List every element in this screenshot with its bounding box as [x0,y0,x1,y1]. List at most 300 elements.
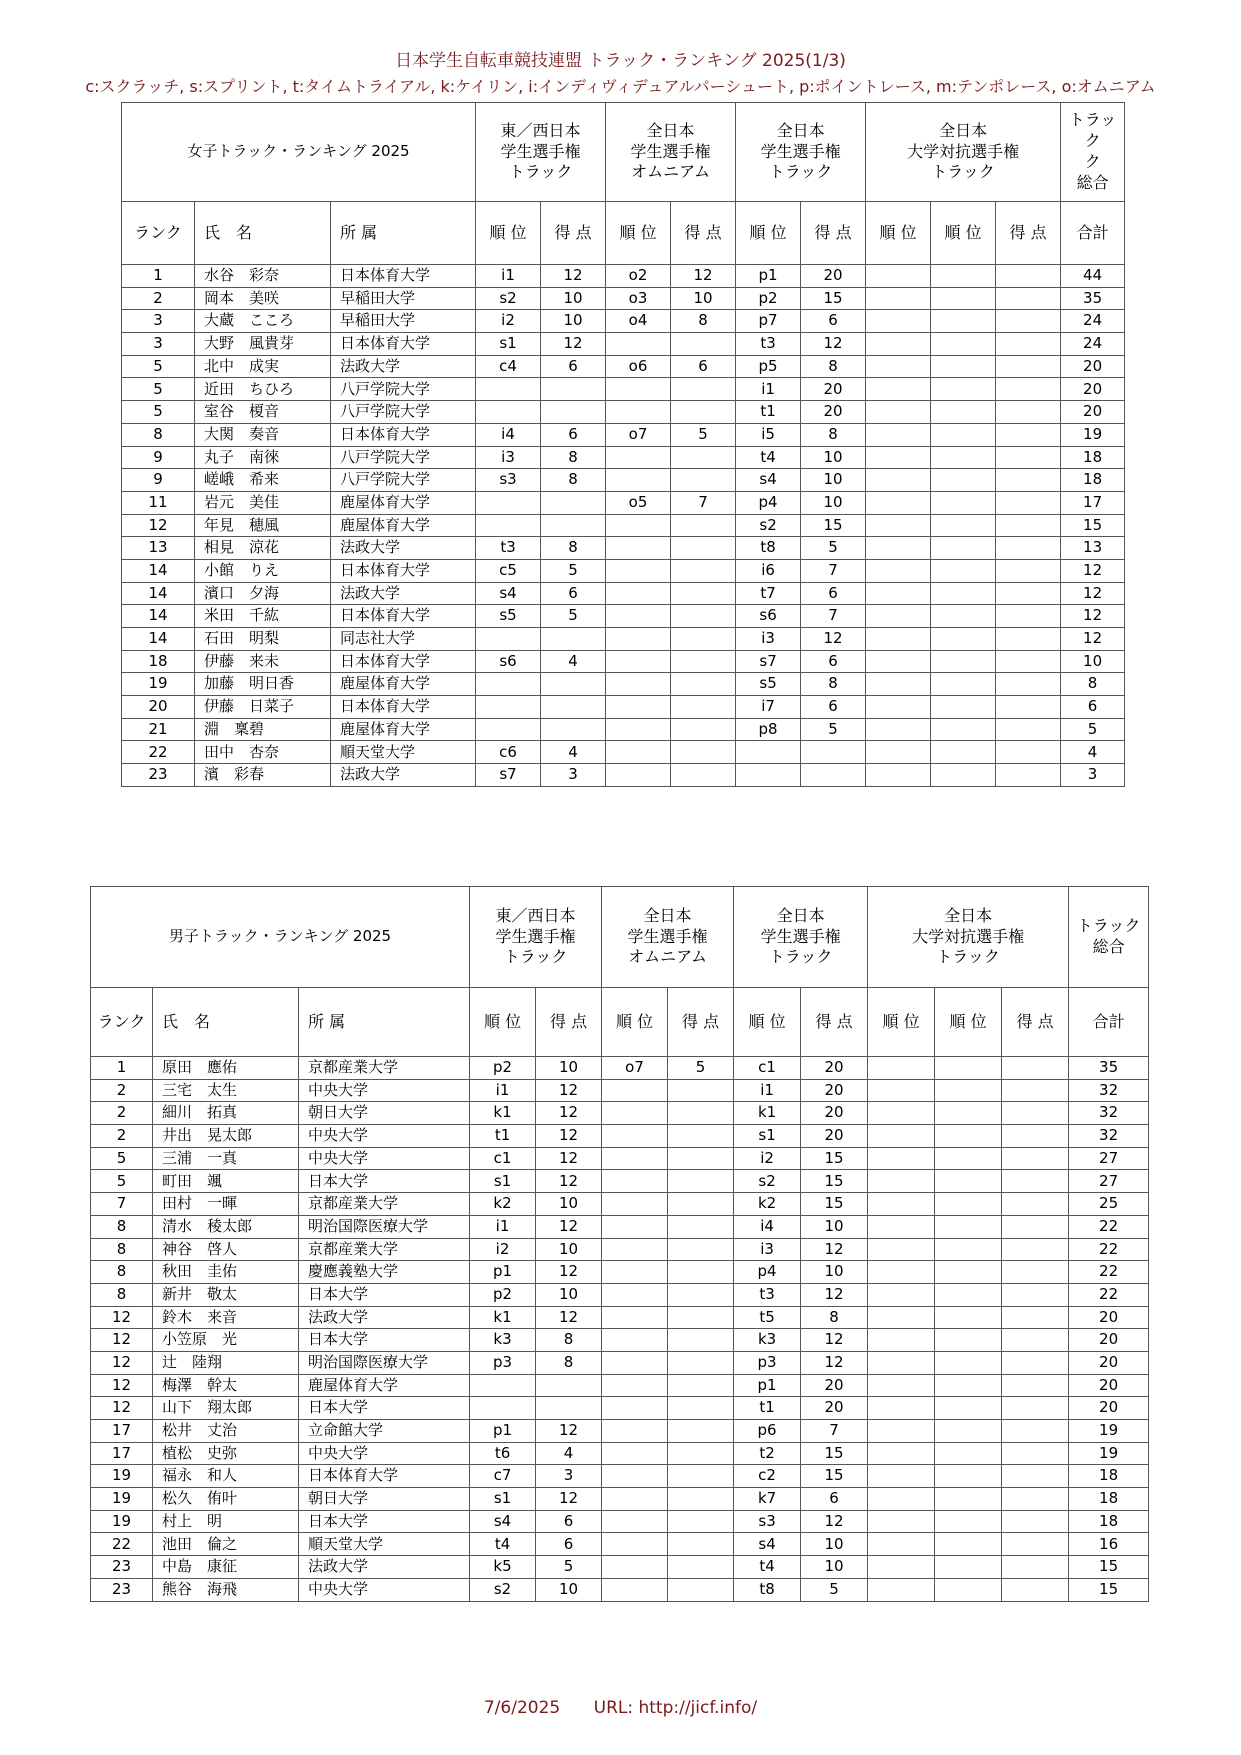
table-cell [868,1102,935,1125]
table-cell [931,265,996,288]
table-cell [931,696,996,719]
table-cell [868,1193,935,1216]
table-cell: 12 [671,265,736,288]
table-cell: o3 [606,287,671,310]
table-cell: 15 [801,1193,868,1216]
table-cell: 秋田 圭佑 [153,1261,299,1284]
table-cell [671,333,736,356]
table-row [91,1329,1149,1352]
column-header: 得 点 [1002,988,1069,1057]
table-row [122,764,1125,787]
table-cell [935,1261,1002,1284]
table-cell: 21 [122,718,195,741]
table-cell [602,1488,668,1511]
table-cell [668,1374,734,1397]
table-cell [935,1329,1002,1352]
table-cell [606,333,671,356]
table-cell: 早稲田大学 [331,287,476,310]
table-cell: 23 [91,1556,153,1579]
table-cell: 20 [1069,1374,1149,1397]
document-title: 日本学生自転車競技連盟 トラック・ランキング 2025(1/3) [395,51,846,71]
table-cell: 原田 應佑 [153,1057,299,1080]
table-cell: 12 [91,1374,153,1397]
table-cell [868,1510,935,1533]
table-cell: 辻 陸翔 [153,1351,299,1374]
table-cell: 15 [801,514,866,537]
table-row [122,582,1125,605]
event-group-header: 全日本 学生選手権 オムニアム [606,103,736,202]
table-cell [602,1351,668,1374]
table-cell: 6 [671,355,736,378]
table-cell: 19 [1069,1420,1149,1443]
table-cell [671,514,736,537]
table-cell [668,1420,734,1443]
table-cell [671,673,736,696]
table-row [122,423,1125,446]
table-cell: p8 [736,718,801,741]
table-cell: 18 [1069,1510,1149,1533]
table-cell [1002,1556,1069,1579]
table-cell: t8 [734,1578,801,1601]
table-cell: 北中 成実 [195,355,331,378]
table-cell [868,1147,935,1170]
table-cell: 6 [801,650,866,673]
column-header: 順 位 [606,202,671,265]
table-cell: 鈴木 来音 [153,1306,299,1329]
table-cell [866,355,931,378]
table-row [91,1261,1149,1284]
table-cell [606,537,671,560]
table-cell: 法政大学 [331,764,476,787]
table-cell [866,628,931,651]
table-cell: 25 [1069,1193,1149,1216]
table-cell [868,1488,935,1511]
table-row [122,673,1125,696]
table-cell [868,1170,935,1193]
table-row [91,1057,1149,1080]
table-cell: 中央大学 [299,1079,470,1102]
table-cell: p5 [736,355,801,378]
table-cell [606,582,671,605]
table-cell: 日本大学 [299,1397,470,1420]
table-cell: 10 [1061,650,1125,673]
table-cell: 鹿屋体育大学 [331,718,476,741]
table-cell [602,1510,668,1533]
table-cell: 小笠原 光 [153,1329,299,1352]
table-cell [602,1193,668,1216]
table-row [122,265,1125,288]
table-cell [668,1193,734,1216]
table-cell: c1 [470,1147,536,1170]
table-cell: 町田 颯 [153,1170,299,1193]
table-cell [996,265,1061,288]
table-cell: 京都産業大学 [299,1193,470,1216]
table-cell: t4 [736,446,801,469]
table-cell [1002,1329,1069,1352]
table-cell: 順天堂大学 [331,741,476,764]
table-cell: 20 [801,1079,868,1102]
table-cell: 八戸学院大学 [331,378,476,401]
table-cell [866,764,931,787]
table-cell: 淵 稟碧 [195,718,331,741]
table-cell [996,401,1061,424]
table-cell: i1 [736,378,801,401]
table-cell [931,310,996,333]
table-cell: 明治国際医療大学 [299,1351,470,1374]
table-cell: 10 [536,1193,602,1216]
table-cell [1002,1533,1069,1556]
table-cell [1002,1283,1069,1306]
table-cell [476,401,541,424]
table-cell [1002,1193,1069,1216]
table-cell [935,1238,1002,1261]
table-cell [866,446,931,469]
table-cell: 20 [1069,1397,1149,1420]
table-cell: 室谷 榎音 [195,401,331,424]
table-cell [602,1556,668,1579]
table-cell [606,696,671,719]
table-cell [935,1533,1002,1556]
table-cell: 5 [122,355,195,378]
table-cell [602,1170,668,1193]
table-cell: k5 [470,1556,536,1579]
table-cell [931,559,996,582]
table-cell: 7 [801,605,866,628]
table-cell [996,628,1061,651]
table-cell [668,1215,734,1238]
table-cell: 法政大学 [331,355,476,378]
table-cell [996,423,1061,446]
table-cell [668,1578,734,1601]
table-cell: 近田 ちひろ [195,378,331,401]
table-cell: 中島 康征 [153,1556,299,1579]
table-cell: i1 [476,265,541,288]
table-row [122,559,1125,582]
table-row [122,401,1125,424]
table-cell: 鹿屋体育大学 [331,491,476,514]
table-cell [671,650,736,673]
table-cell: 10 [801,469,866,492]
table-cell: 明治国際医療大学 [299,1215,470,1238]
table-cell: c4 [476,355,541,378]
table-row [122,333,1125,356]
table-cell [476,491,541,514]
table-cell: 7 [671,491,736,514]
table-cell: 12 [801,1329,868,1352]
table-cell: 熊谷 海飛 [153,1578,299,1601]
column-header: 順 位 [734,988,801,1057]
table-cell [996,378,1061,401]
table-cell [541,696,606,719]
table-cell: 松井 丈治 [153,1420,299,1443]
table-cell: 12 [536,1261,602,1284]
table-cell: 5 [91,1147,153,1170]
table-cell [602,1215,668,1238]
table-row [91,1170,1149,1193]
table-cell: s2 [736,514,801,537]
table-cell [931,605,996,628]
column-header: 順 位 [736,202,801,265]
table-cell: s6 [476,650,541,673]
table-cell: 小館 りえ [195,559,331,582]
column-header: 得 点 [801,988,868,1057]
table-cell: 新井 敬太 [153,1283,299,1306]
table-cell [668,1465,734,1488]
table-cell [996,650,1061,673]
table-cell [602,1079,668,1102]
table-cell: 9 [122,469,195,492]
table-cell: 23 [91,1578,153,1601]
table-cell [668,1556,734,1579]
table-cell [1002,1238,1069,1261]
table-cell: 日本体育大学 [331,333,476,356]
table-cell [996,310,1061,333]
table-cell: 日本大学 [299,1510,470,1533]
table-title: 女子トラック・ランキング 2025 [122,103,476,202]
table-cell: 4 [536,1442,602,1465]
table-cell: s2 [470,1578,536,1601]
table-cell: p2 [470,1283,536,1306]
table-cell [476,378,541,401]
column-header-row [91,988,1149,1057]
table-cell [866,696,931,719]
table-cell: 6 [536,1510,602,1533]
table-cell [602,1306,668,1329]
column-header: 順 位 [935,988,1002,1057]
table-cell [935,1374,1002,1397]
group-header-row [122,103,1125,202]
table-row [122,469,1125,492]
table-cell: p3 [470,1351,536,1374]
table-cell: 日本大学 [299,1329,470,1352]
table-cell [866,514,931,537]
table-cell: 10 [541,310,606,333]
table-cell: 12 [1061,582,1125,605]
table-cell [868,1238,935,1261]
table-cell: 嵯峨 希来 [195,469,331,492]
table-cell [868,1374,935,1397]
table-cell [996,718,1061,741]
table-cell [602,1102,668,1125]
table-cell [602,1147,668,1170]
table-cell: 22 [122,741,195,764]
table-cell: 12 [801,1238,868,1261]
table-cell [536,1397,602,1420]
table-cell: 27 [1069,1170,1149,1193]
table-cell: 日本体育大学 [331,265,476,288]
table-cell [602,1533,668,1556]
table-cell [866,559,931,582]
table-cell: 丸子 南徠 [195,446,331,469]
table-cell [931,469,996,492]
table-cell [931,673,996,696]
table-cell: 12 [541,333,606,356]
table-cell: 15 [801,287,866,310]
table-cell [868,1057,935,1080]
table-cell: 5 [801,537,866,560]
table-cell: 12 [541,265,606,288]
table-cell [606,514,671,537]
table-cell: i5 [736,423,801,446]
table-cell: 立命館大学 [299,1420,470,1443]
table-cell: 19 [1069,1442,1149,1465]
table-cell: 植松 史弥 [153,1442,299,1465]
table-cell: 8 [536,1329,602,1352]
table-cell: p4 [736,491,801,514]
table-cell: 19 [122,673,195,696]
table-cell [868,1306,935,1329]
table-cell: 12 [801,333,866,356]
table-cell [476,718,541,741]
table-cell: 三宅 太生 [153,1079,299,1102]
table-cell [1002,1125,1069,1148]
table-cell: 6 [541,355,606,378]
column-header: 氏 名 [195,202,331,265]
table-cell: 12 [1061,605,1125,628]
table-cell [866,650,931,673]
table-cell [801,741,866,764]
table-cell [866,423,931,446]
table-cell [996,333,1061,356]
table-cell: 日本体育大学 [331,650,476,673]
table-cell: t3 [736,333,801,356]
table-cell [671,741,736,764]
table-cell: 4 [541,741,606,764]
table-cell: 12 [536,1420,602,1443]
table-cell: o2 [606,265,671,288]
table-row [91,1397,1149,1420]
table-cell [668,1533,734,1556]
table-cell: 大蔵 こころ [195,310,331,333]
table-cell: 10 [536,1283,602,1306]
table-row [122,287,1125,310]
table-cell: 八戸学院大学 [331,469,476,492]
table-cell: 12 [122,514,195,537]
table-cell [1002,1374,1069,1397]
column-header-row [122,202,1125,265]
table-cell: s2 [476,287,541,310]
table-cell [602,1465,668,1488]
column-header: 順 位 [931,202,996,265]
column-header: 順 位 [866,202,931,265]
table-cell [668,1442,734,1465]
table-row [91,1306,1149,1329]
table-cell [671,469,736,492]
column-header: 得 点 [668,988,734,1057]
table-cell [536,1374,602,1397]
table-cell [866,469,931,492]
table-cell: t6 [470,1442,536,1465]
table-cell [602,1442,668,1465]
event-group-header: トラック ク 総合 [1061,103,1125,202]
table-cell: 八戸学院大学 [331,446,476,469]
men-ranking-table [90,886,1149,1602]
table-cell: t1 [470,1125,536,1148]
event-code-legend: c:スクラッチ, s:スプリント, t:タイムトライアル, k:ケイリン, i:インディヴィデュアルパーシュート, p:ポイントレース, m:テンポレース, o:オムニアム [85,77,1156,96]
table-cell: 京都産業大学 [299,1057,470,1080]
women-ranking-table [121,102,1125,787]
table-cell: 19 [91,1510,153,1533]
table-cell: 32 [1069,1102,1149,1125]
table-cell [996,469,1061,492]
table-cell: t8 [736,537,801,560]
table-cell: p3 [734,1351,801,1374]
table-cell: 11 [122,491,195,514]
table-cell: 2 [91,1125,153,1148]
table-cell: c1 [734,1057,801,1080]
table-cell: 伊藤 来未 [195,650,331,673]
table-cell [602,1329,668,1352]
table-cell [996,446,1061,469]
table-cell [935,1215,1002,1238]
table-cell [671,378,736,401]
table-row [91,1283,1149,1306]
table-row [122,514,1125,537]
table-cell: 井出 晃太郎 [153,1125,299,1148]
table-cell: 12 [536,1125,602,1148]
table-cell: t2 [734,1442,801,1465]
column-header: 得 点 [996,202,1061,265]
table-cell: 2 [91,1079,153,1102]
table-title: 男子トラック・ランキング 2025 [91,887,470,988]
table-cell [866,265,931,288]
table-cell: 福永 和人 [153,1465,299,1488]
table-cell: 20 [801,401,866,424]
table-cell: 22 [1069,1238,1149,1261]
table-cell [866,310,931,333]
table-cell: 20 [1069,1351,1149,1374]
table-cell: 20 [801,265,866,288]
table-cell [935,1102,1002,1125]
table-cell: 3 [122,333,195,356]
table-cell: 鹿屋体育大学 [331,514,476,537]
column-header: 順 位 [470,988,536,1057]
table-cell: 12 [91,1397,153,1420]
table-cell [671,628,736,651]
table-cell: 京都産業大学 [299,1238,470,1261]
table-cell [868,1465,935,1488]
table-cell: 20 [801,1374,868,1397]
table-cell: 8 [541,446,606,469]
table-cell: 8 [801,423,866,446]
table-cell [1002,1351,1069,1374]
table-cell: 濱口 夕海 [195,582,331,605]
table-cell [996,355,1061,378]
table-cell: 18 [1061,469,1125,492]
table-cell: 鹿屋体育大学 [331,673,476,696]
table-cell [1002,1306,1069,1329]
table-cell: t4 [734,1556,801,1579]
table-cell: i3 [476,446,541,469]
table-cell: 12 [91,1306,153,1329]
table-cell: k3 [470,1329,536,1352]
table-cell: 16 [1069,1533,1149,1556]
table-cell: 20 [801,1102,868,1125]
table-cell [931,423,996,446]
table-cell: 10 [801,1533,868,1556]
table-cell: 8 [541,469,606,492]
table-cell [1002,1510,1069,1533]
table-cell [1002,1147,1069,1170]
table-cell: 3 [1061,764,1125,787]
table-cell: o5 [606,491,671,514]
table-cell [668,1102,734,1125]
table-cell: 細川 拓真 [153,1102,299,1125]
table-cell [866,491,931,514]
table-cell: 5 [91,1170,153,1193]
table-cell [671,537,736,560]
table-cell [931,378,996,401]
